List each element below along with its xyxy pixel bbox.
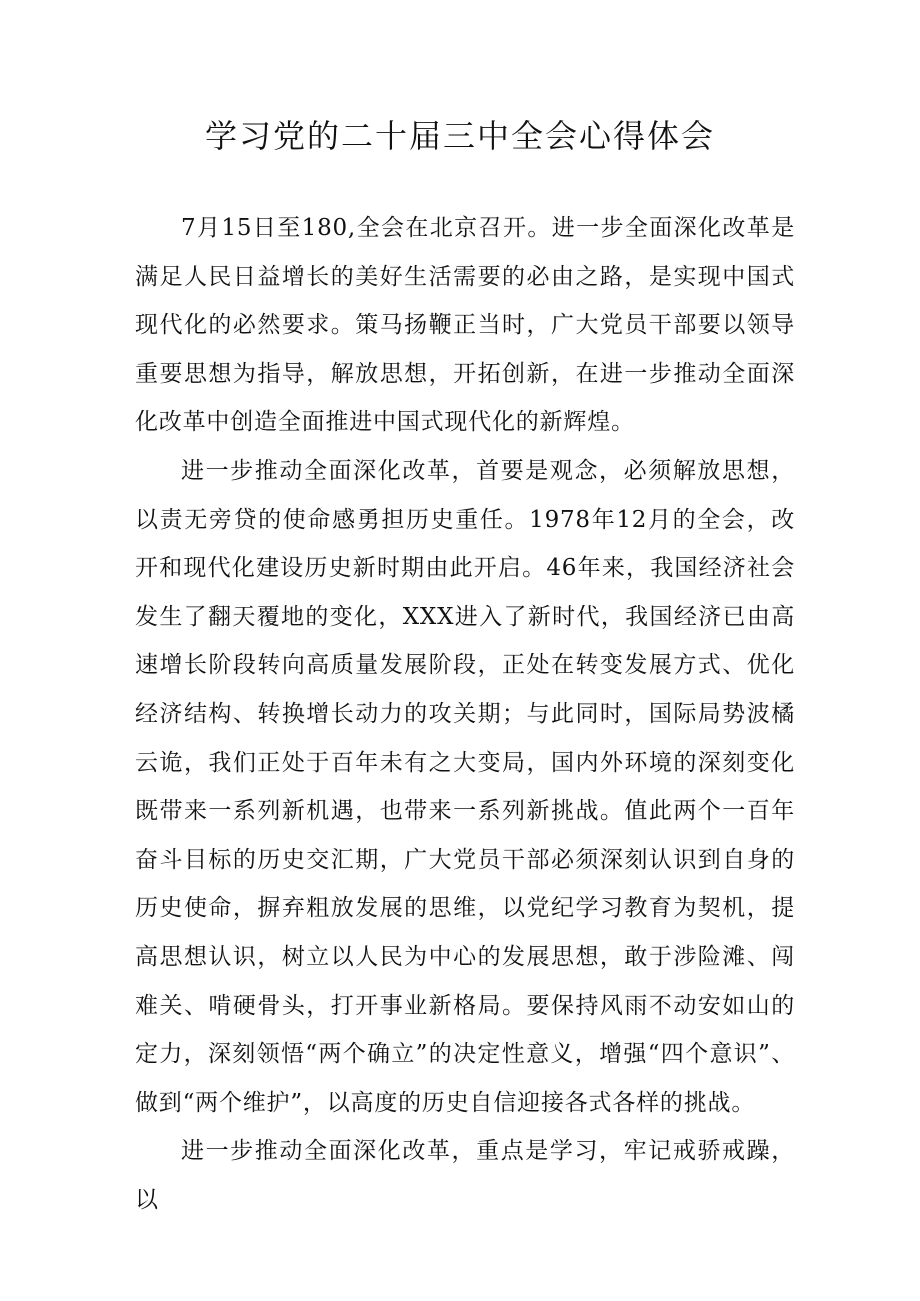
paragraph: 进一步推动全面深化改革，首要是观念，必须解放思想，以责无旁贷的使命感勇担历史重任。1978年12月的全会，改开和现代化建设历史新时期由此开启。46年来，我国经济社会发生了翻天覆地的变化，XXX进入了新时代，我国经济已由高速增长阶段转向高质量发展阶段，正处在转变发展方式、优化经济结构、转换增长动力的攻关期；与此同时，国际局势波橘云诡，我们正处于百年未有之大变局，国内外环境的深刻变化既带来一系列新机遇，也带来一系列新挑战。值此两个一百年奋斗目标的历史交汇期，广大党员干部必须深刻认识到自身的历史使命，摒弃粗放发展的思维，以党纪学习教育为契机，提高思想认识，树立以人民为中心的发展思想，敢于涉险滩、闯难关、啃硬骨头，打开事业新格局。要保持风雨不动安如山的定力，深刻领悟“两个确立”的决定性意义，增强“四个意识”、做到“两个维护”，以高度的历史自信迎接各式各样的挑战。: [135, 457, 795, 1116]
paragraph: 7月15日至180,全会在北京召开。进一步全面深化改革是满足人民日益增长的美好生活需要的必由之路，是实现中国式现代化的必然要求。策马扬鞭正当时，广大党员干部要以领导重要思想为指导，解放思想，开拓创新，在进一步推动全面深化改革中创造全面推进中国式现代化的新辉煌。: [135, 215, 795, 436]
document-body: [135, 204, 795, 1224]
paragraph: 进一步推动全面深化改革，重点是学习，牢记戒骄戒躁，以: [135, 1138, 795, 1213]
document-title: 学习党的二十届三中全会心得体会: [204, 117, 715, 155]
